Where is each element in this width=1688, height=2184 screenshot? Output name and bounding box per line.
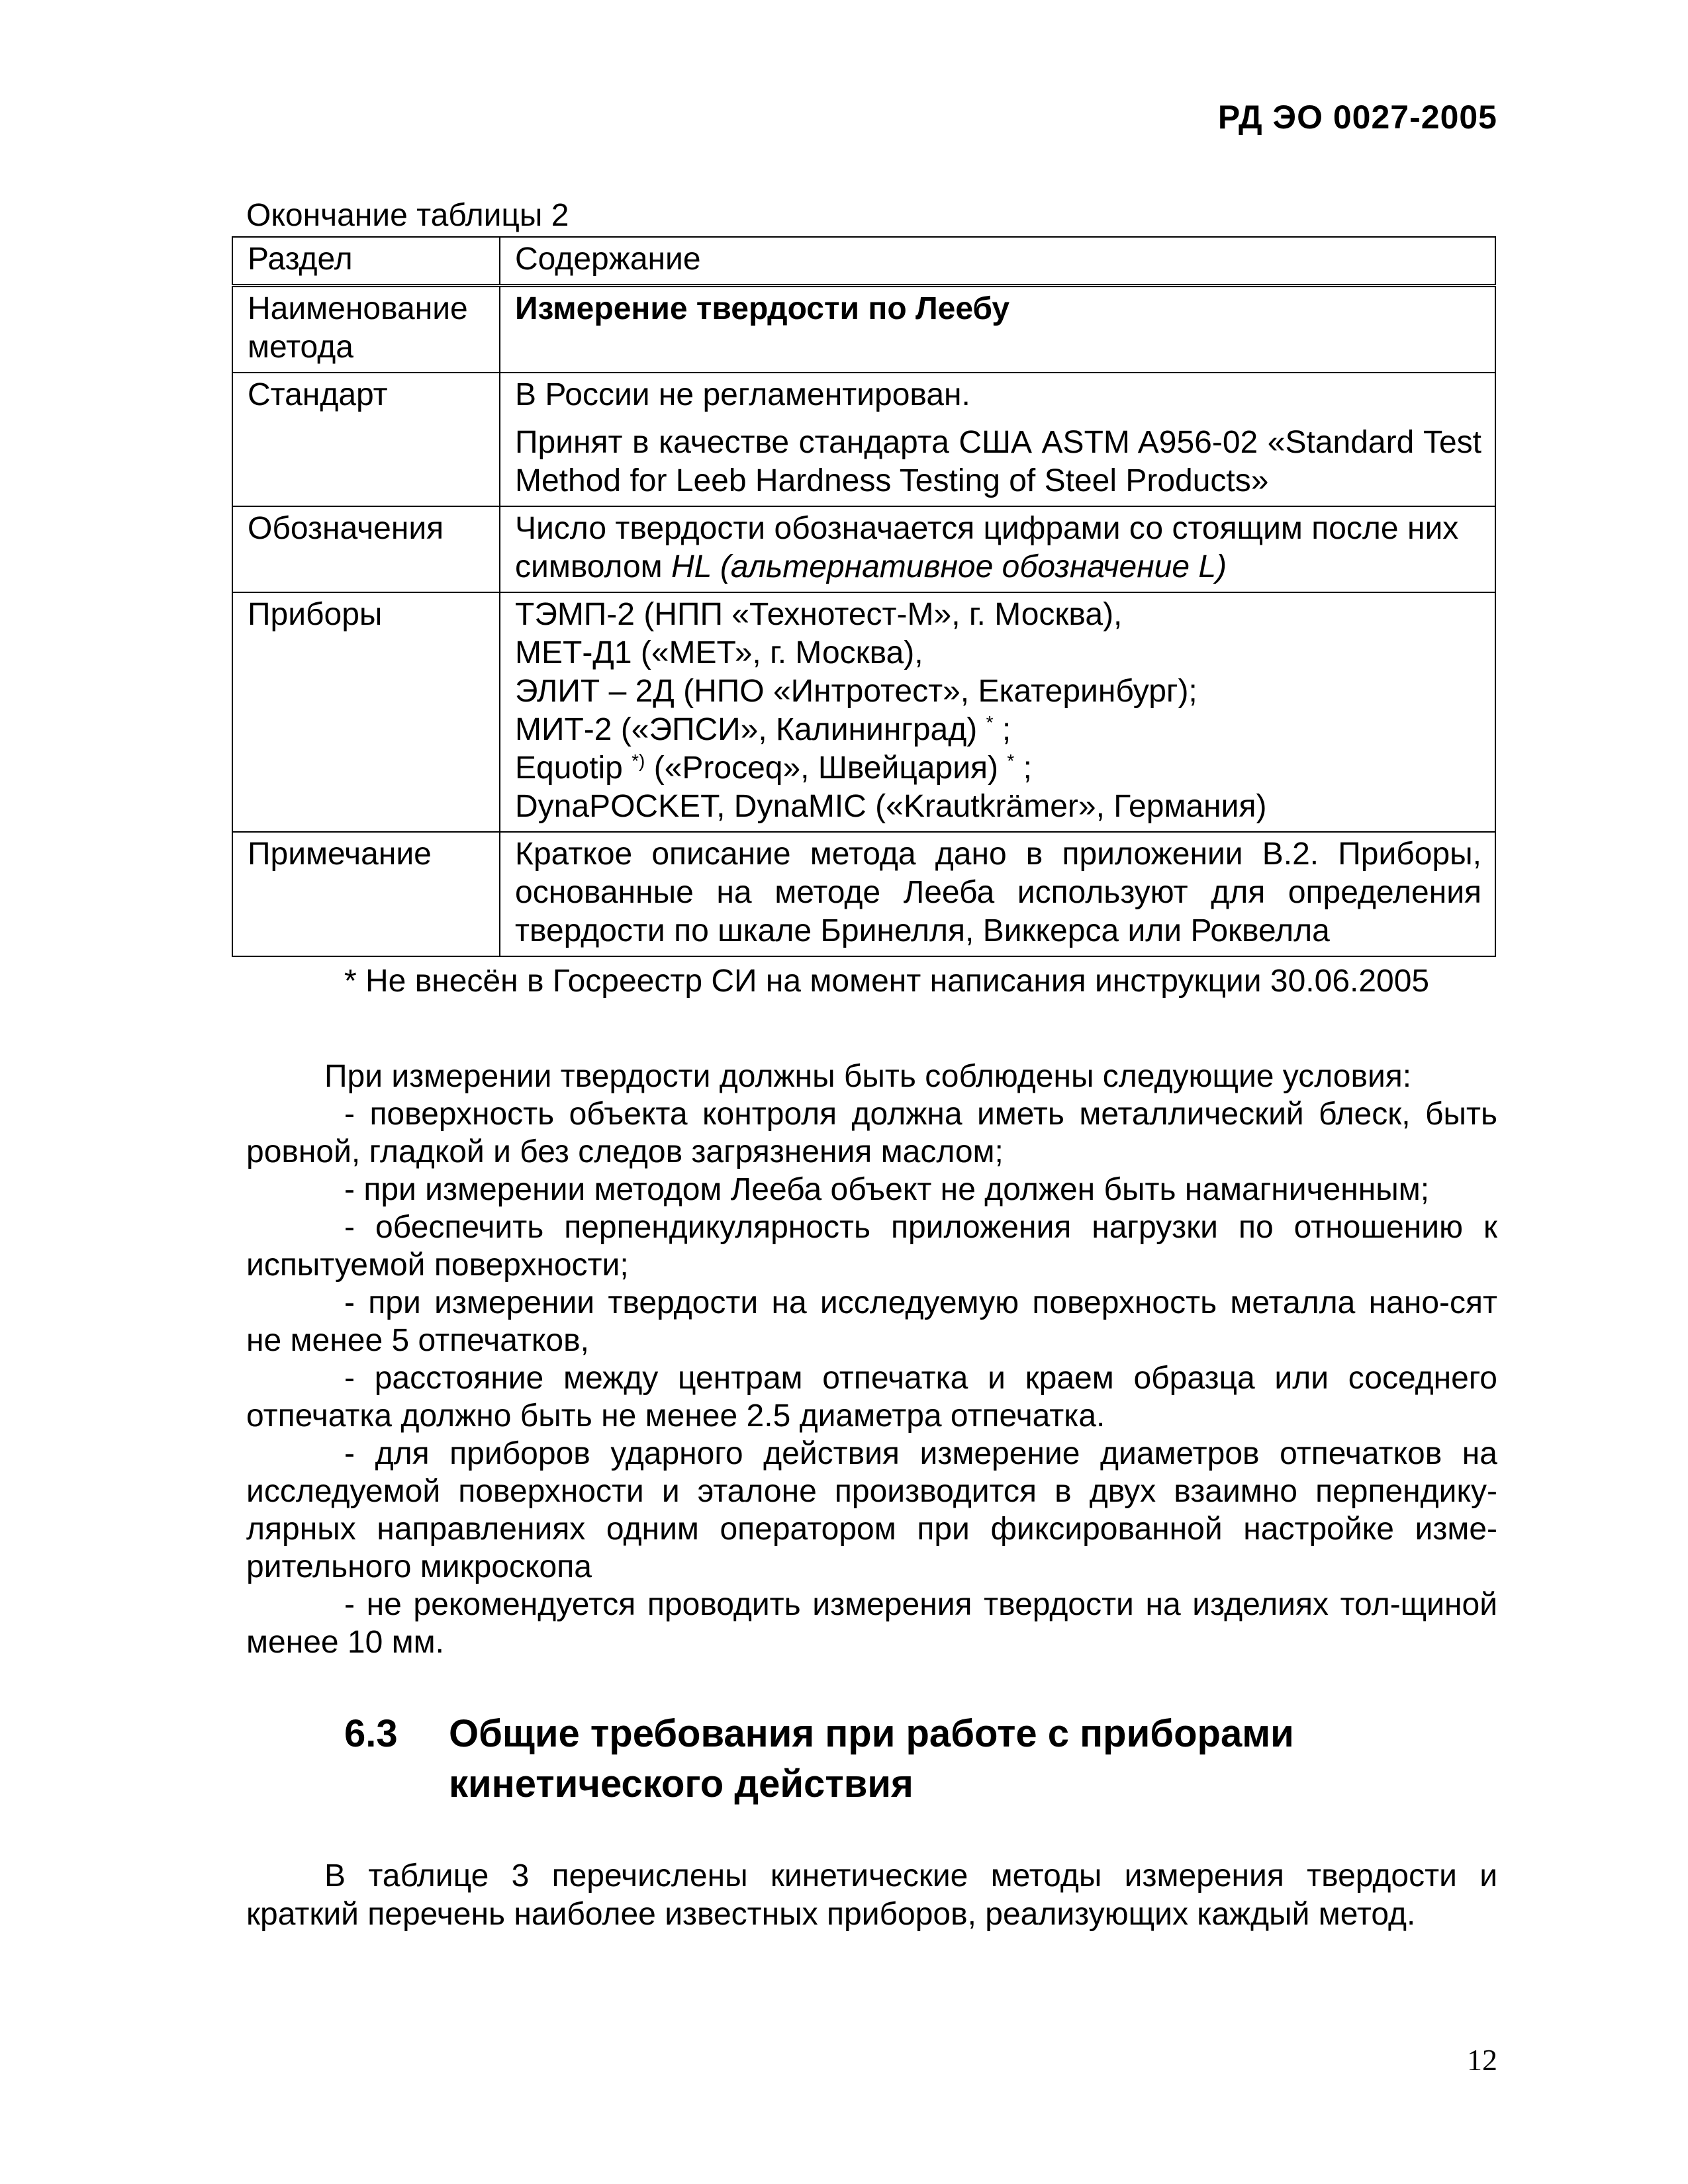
row-label: Обозначения — [232, 506, 500, 592]
device-item: ЭЛИТ – 2Д (НПО «Интротест», Екатеринбург); — [515, 674, 1197, 709]
column-header-section: Раздел — [232, 237, 500, 286]
section-number: 6.3 — [344, 1712, 398, 1755]
section-paragraph: В таблице 3 перечислены кинетические методы измерения твердости и краткий перечень наиболее известных приборов, реализующих каждый метод. — [246, 1858, 1497, 1932]
row-content: Краткое описание метода дано в приложении В.2. Приборы, основанные на методе Лееба используют для определения твердости по шкале Бринелля, Виккерса или Роквелла — [500, 832, 1495, 956]
device-item: DynaPOCKET, DynaMIC («Krautkrämer», Германия) — [515, 789, 1267, 824]
designation-symbol: HL — [671, 549, 712, 584]
table-header-row — [232, 237, 1495, 286]
row-label: Приборы — [232, 592, 500, 832]
standard-usa: Принят в качестве стандарта США ASTM A956-02 «Standard Test Method for Leeb Hardness Testing of Steel Products» — [515, 425, 1481, 498]
device-item: Equotip *) («Proceq», Швейцария) * ; — [515, 751, 1032, 786]
list-item: - поверхность объекта контроля должна иметь металлический блеск, быть ровной, гладкой и без следов загрязнения маслом; — [246, 1097, 1497, 1169]
table-row — [232, 832, 1495, 956]
section-title-line: Общие требования при работе с приборами — [449, 1712, 1294, 1755]
footnote-mark: * — [1007, 751, 1015, 771]
device-item: МЕТ-Д1 («МЕТ», г. Москва), — [515, 635, 923, 670]
conditions-lead: При измерении твердости должны быть соблюдены следующие условия: — [324, 1059, 1412, 1094]
table-row — [232, 286, 1495, 373]
list-item: - при измерении твердости на исследуемую поверхность металла нано-сят не менее 5 отпечатков, — [246, 1285, 1497, 1358]
table-footnote: * Не внесён в Госреестр СИ на момент написания инструкции 30.06.2005 — [344, 964, 1430, 999]
list-item: - не рекомендуется проводить измерения твердости на изделиях тол-щиной менее 10 мм. — [246, 1587, 1497, 1660]
list-item: - обеспечить перпендикулярность приложения нагрузки по отношению к испытуемой поверхности; — [246, 1210, 1497, 1283]
list-item: - для приборов ударного действия измерение диаметров отпечатков на исследуемой поверхности и эталоне производится в двух взаимно перпендику-лярных направлениях одним оператором при фиксированной настройке изме-рительного микроскопа — [246, 1436, 1497, 1584]
designation-alternative: (альтернативное обозначение L) — [711, 549, 1227, 584]
designation-text: Число твердости обозначается цифрами со стоящим после них символом — [515, 511, 1459, 584]
row-label: Примечание — [232, 832, 500, 956]
row-content — [500, 286, 1495, 373]
device-item: МИТ-2 («ЭПСИ», Калининград) * ; — [515, 712, 1011, 747]
standard-russia: В России не регламентирован. — [515, 377, 970, 412]
table-row — [232, 373, 1495, 506]
table-caption: Окончание таблицы 2 — [246, 198, 569, 233]
page-number: 12 — [1467, 2043, 1497, 2077]
row-content — [500, 373, 1495, 506]
row-content — [500, 592, 1495, 832]
table-row — [232, 506, 1495, 592]
method-name: Измерение твердости по Леебу — [515, 291, 1010, 326]
row-content — [500, 506, 1495, 592]
document-code: РД ЭО 0027-2005 — [1217, 99, 1497, 136]
section-title-line: кинетического действия — [449, 1762, 914, 1805]
device-item: ТЭМП-2 (НПП «Технотест-М», г. Москва), — [515, 597, 1123, 632]
section-heading — [344, 1709, 1294, 1809]
row-label: Стандарт — [232, 373, 500, 506]
row-label: Наименование метода — [232, 286, 500, 373]
list-item: - при измерении методом Лееба объект не должен быть намагниченным; — [344, 1172, 1430, 1207]
footnote-mark: *) — [632, 751, 645, 771]
list-item: - расстояние между центрам отпечатка и краем образца или соседнего отпечатка должно быть не менее 2.5 диаметра отпечатка. — [246, 1361, 1497, 1433]
table-row — [232, 592, 1495, 832]
column-header-content: Содержание — [500, 237, 1495, 286]
specification-table — [232, 236, 1496, 957]
footnote-mark: * — [986, 712, 994, 733]
conditions-list — [246, 1058, 1497, 1661]
